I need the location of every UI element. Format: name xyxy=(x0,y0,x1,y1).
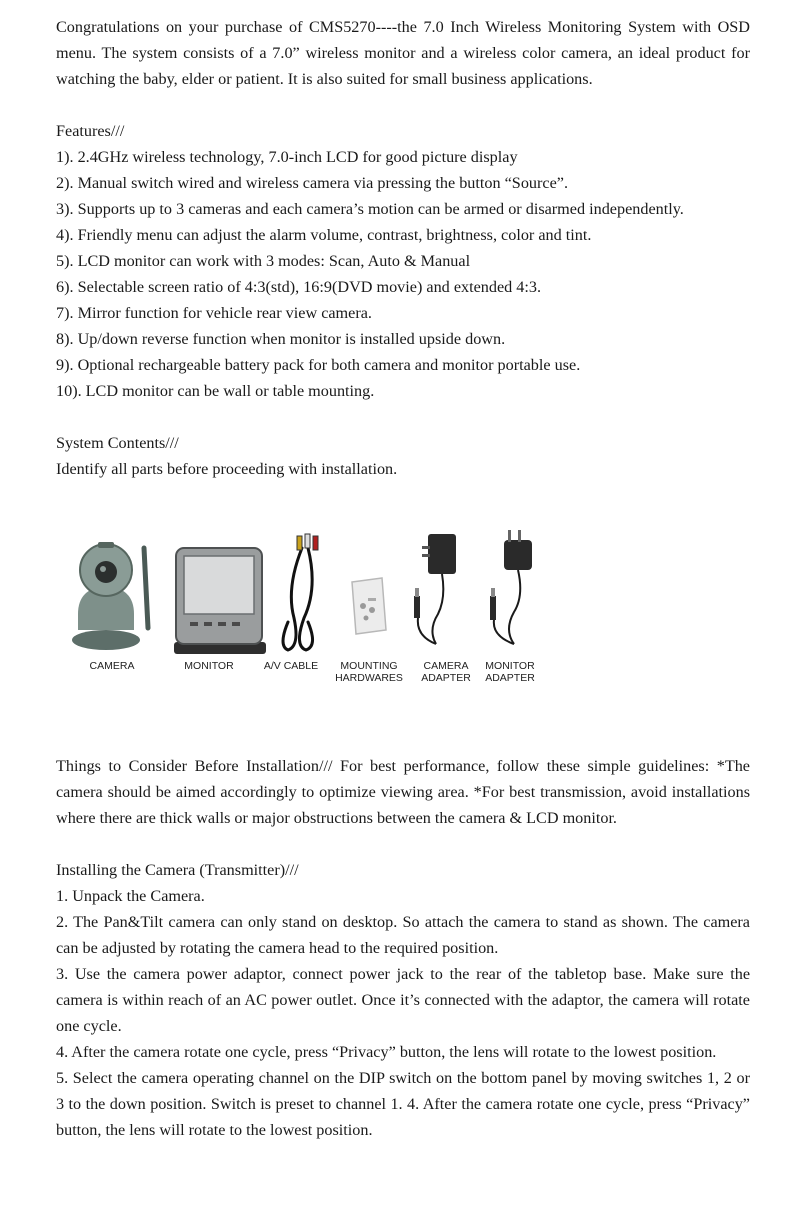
system-contents-illustration xyxy=(56,518,750,744)
mounting-hardware-illustration xyxy=(352,578,386,634)
camera-adapter-illustration xyxy=(414,534,456,644)
feature-item: 8). Up/down reverse function when monitor is installed upside down. xyxy=(56,330,506,348)
feature-item: 1). 2.4GHz wireless technology, 7.0-inch LCD for good picture display xyxy=(56,148,518,166)
feature-item: 3). Supports up to 3 cameras and each camera’s motion can be armed or disarmed independently. xyxy=(56,200,684,218)
monitor-adapter-caption: MONITOR ADAPTER xyxy=(485,660,535,684)
feature-item: 4). Friendly menu can adjust the alarm volume, contrast, brightness, color and tint. xyxy=(56,226,592,244)
features-heading: Features/// xyxy=(56,122,125,140)
mounting-hardware-caption: MOUNTING HARDWARES xyxy=(335,660,403,684)
manual-page xyxy=(56,14,750,1143)
contents-subtitle: Identify all parts before proceeding with installation. xyxy=(56,460,398,478)
spacer xyxy=(56,404,750,430)
intro-paragraph: Congratulations on your purchase of CMS5270----the 7.0 Inch Wireless Monitoring System with OSD menu. The system consists of a 7.0” wireless monitor and a wireless color camera, an ideal product for watching the baby, elder or patient. It is also suited for small business applications. xyxy=(56,18,750,88)
system-contents-figure xyxy=(56,518,750,744)
install-step: 1. Unpack the Camera. xyxy=(56,887,205,905)
monitor-caption: MONITOR xyxy=(184,660,234,672)
feature-item: 6). Selectable screen ratio of 4:3(std), 16:9(DVD movie) and extended 4:3. xyxy=(56,278,542,296)
install-step: 4. After the camera rotate one cycle, press “Privacy” button, the lens will rotate to the lowest position. xyxy=(56,1043,717,1061)
consider-paragraph: Things to Consider Before Installation/// For best performance, follow these simple guidelines: *The camera should be aimed accordingly to optimize viewing area. *For best transmission, avoid installations where there are thick walls or major obstructions between the camera & LCD monitor. xyxy=(56,757,750,827)
install-step: 2. The Pan&Tilt camera can only stand on desktop. So attach the camera to stand as shown. The camera can be adjusted by rotating the camera head to the required position. xyxy=(56,913,750,957)
monitor-adapter-illustration xyxy=(490,530,532,644)
camera-caption: CAMERA xyxy=(89,660,135,672)
feature-item: 2). Manual switch wired and wireless camera via pressing the button “Source”. xyxy=(56,174,568,192)
monitor-illustration xyxy=(174,548,266,654)
install-step: 5. Select the camera operating channel on the DIP switch on the bottom panel by moving switches 1, 2 or 3 to the down position. Switch is preset to channel 1. 4. After the camera rotate one cycle, press “Privacy” button, the lens will rotate to the lowest position. xyxy=(56,1069,750,1139)
camera-illustration xyxy=(72,542,148,650)
spacer xyxy=(56,831,750,857)
spacer xyxy=(56,92,750,118)
feature-item: 7). Mirror function for vehicle rear view camera. xyxy=(56,304,372,322)
av-cable-illustration xyxy=(283,534,318,650)
feature-item: 5). LCD monitor can work with 3 modes: Scan, Auto & Manual xyxy=(56,252,471,270)
camera-adapter-caption: CAMERA ADAPTER xyxy=(421,660,471,684)
feature-item: 10). LCD monitor can be wall or table mounting. xyxy=(56,382,375,400)
installing-heading: Installing the Camera (Transmitter)/// xyxy=(56,861,299,879)
feature-item: 9). Optional rechargeable battery pack for both camera and monitor portable use. xyxy=(56,356,581,374)
contents-heading: System Contents/// xyxy=(56,434,179,452)
av-cable-caption: A/V CABLE xyxy=(263,660,319,672)
install-step: 3. Use the camera power adaptor, connect power jack to the rear of the tabletop base. Make sure the camera is within reach of an AC power outlet. Once it’s connected with the adaptor, the camera will rotate one cycle. xyxy=(56,965,750,1035)
